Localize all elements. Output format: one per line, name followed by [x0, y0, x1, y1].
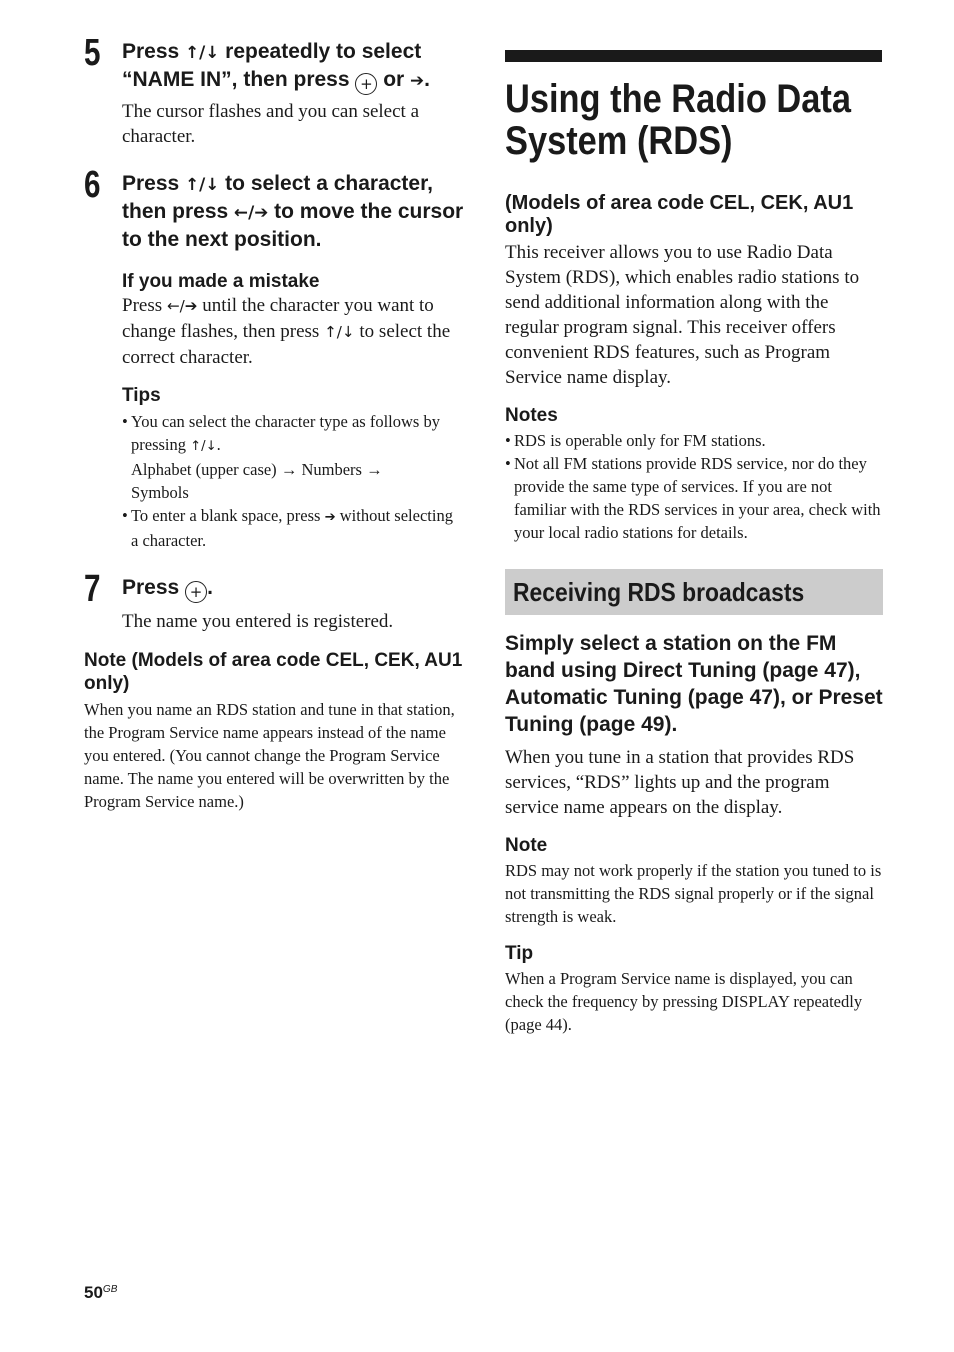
section-banner: [505, 569, 883, 615]
note-item: • RDS is operable only for FM stations.: [505, 429, 883, 452]
right-column: [505, 50, 883, 1036]
sequence-arrow-icon: →: [366, 460, 383, 479]
left-column: [84, 32, 464, 813]
up-down-arrow-icon: ↑/↓: [185, 174, 220, 194]
instruction-body: When you tune in a station that provides RDS services, “RDS” lights up and the program service name appears on the display.: [505, 747, 855, 818]
instruction-heading: Simply select a station on the FM band using Direct Tuning (page 47), Automatic Tuning (page 47), or Preset Tuning (page 49).: [505, 632, 883, 736]
up-down-arrow-icon: ↑/↓: [185, 42, 220, 62]
note-heading: Note: [505, 835, 548, 856]
tip-body: When a Program Service name is displayed, you can check the frequency by pressing DISPLAY repeatedly (page 44).: [505, 969, 863, 1034]
region-suffix: GB: [102, 1284, 118, 1295]
tip-item: • To enter a blank space, press ➔ without selecting a character.: [122, 504, 464, 552]
mistake-heading: If you made a mistake: [122, 271, 320, 292]
step-number: 5: [84, 32, 100, 74]
step-heading: Press + .: [122, 576, 213, 601]
step-7: [84, 568, 464, 634]
mistake-body: Press ←/➔ until the character you want to change flashes, then press ↑/↓ to select the correct character.: [122, 295, 451, 368]
section-rule: [505, 50, 882, 62]
page-title: Using the Radio Data System (RDS): [505, 77, 851, 163]
models-heading: (Models of area code CEL, CEK, AU1 only): [505, 192, 854, 237]
step-5: [84, 32, 464, 149]
sequence-arrow-icon: →: [280, 460, 298, 479]
page-number: $50^{GB}$: [84, 1283, 118, 1302]
right-arrow-icon: ➔: [410, 70, 425, 90]
right-arrow-icon: ➔: [324, 510, 336, 525]
note-heading: Note (Models of area code CEL, CEK, AU1 only): [84, 650, 463, 694]
enter-button-icon: +: [355, 73, 377, 95]
left-right-arrow-icon: ←/➔: [234, 202, 269, 222]
tip-item: • You can select the character type as follows by pressing ↑/↓. Alphabet (upper case) → Numbers → Symbols: [122, 410, 464, 504]
up-down-arrow-icon: ↑/↓: [324, 323, 355, 341]
note-body: RDS may not work properly if the station you tuned to is not transmitting the RDS signal properly or if the signal strength is weak.: [505, 861, 882, 926]
note-body: When you name an RDS station and tune in that station, the Program Service name appears instead of the name you entered. (You cannot change the Program Service name. The name you entered will be overwritten by the Program Service name.): [84, 700, 455, 811]
tip-heading: Tip: [505, 943, 534, 964]
intro-text: This receiver allows you to use Radio Data System (RDS), which enables radio stations to send additional information along with the regular program signal. This receiver offers convenient RDS features, such as Program Service name display.: [505, 242, 860, 388]
banner-title: Receiving RDS broadcasts: [513, 577, 805, 607]
step-body: The name you entered is registered.: [122, 611, 394, 632]
step-number: 6: [84, 164, 100, 206]
step-heading: Press ↑/↓ repeatedly to select “NAME IN”, then press + or ➔.: [122, 40, 430, 93]
left-right-arrow-icon: ←/➔: [166, 297, 198, 315]
step-6: [84, 164, 464, 552]
step-body: The cursor flashes and you can select a character.: [122, 101, 420, 147]
notes-heading: Notes: [505, 405, 558, 426]
step-heading: Press ↑/↓ to select a character, then press ←/➔ to move the cursor to the next position.: [122, 172, 464, 251]
enter-button-icon: +: [185, 581, 207, 603]
note-item: • Not all FM stations provide RDS service, nor do they provide the same type of services. If you are not familiar with the RDS services in your area, check with your local radio stations for details.: [505, 452, 883, 544]
step-number: 7: [84, 568, 100, 610]
up-down-arrow-icon: ↑/↓: [190, 439, 217, 454]
tips-heading: Tips: [122, 385, 161, 406]
